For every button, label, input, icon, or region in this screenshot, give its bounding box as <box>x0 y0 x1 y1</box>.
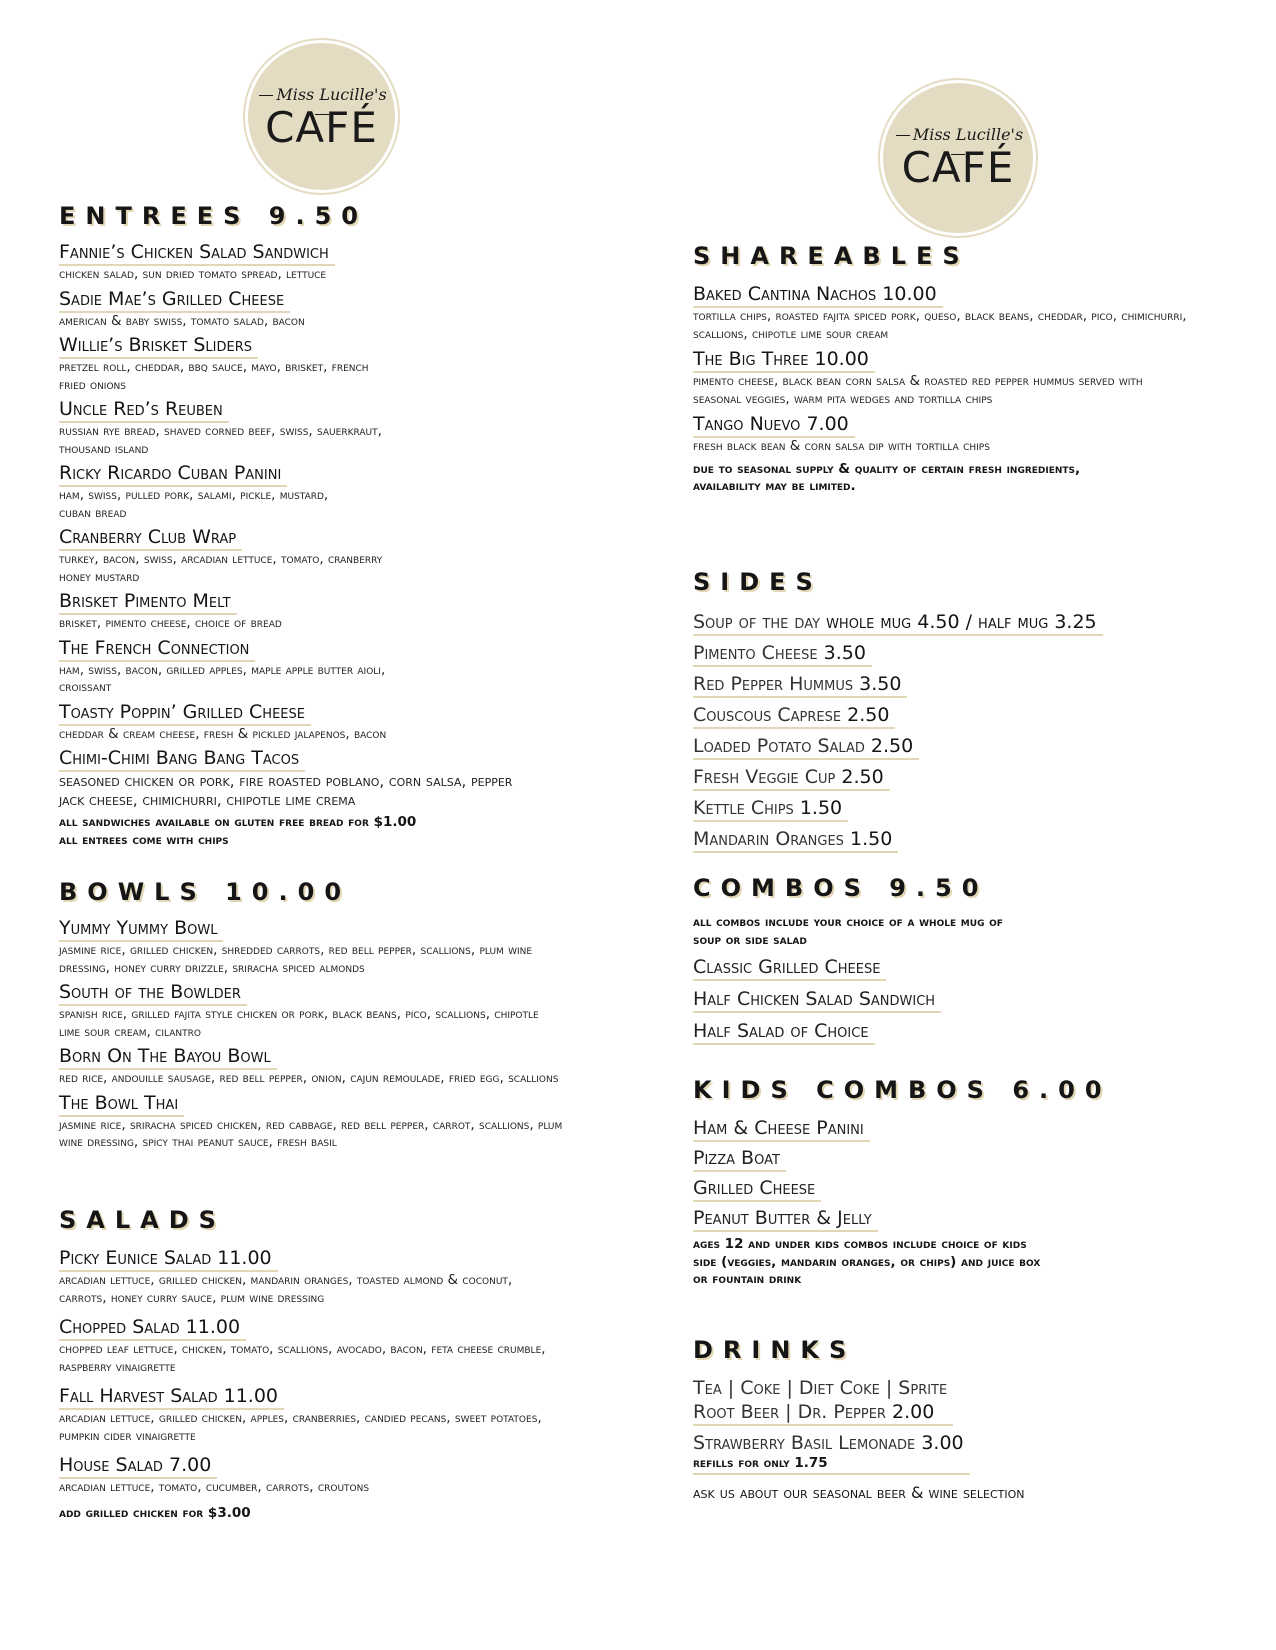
gluten-free-note: all sandwiches available on gluten free bread for $1.00 <box>59 814 417 830</box>
combo-item: Classic Grilled Cheese <box>693 955 886 981</box>
side-price: whole mug 4.50 / half mug 3.25 <box>826 611 1097 633</box>
sides-title: SIDES <box>693 568 823 596</box>
side-row <box>693 796 1233 822</box>
item-description: arcadian lettuce, grilled chicken, apples, cranberries, candied pecans, sweet potatoes, pumpkin cider vinaigrette <box>59 1410 542 1444</box>
side-row <box>693 734 1233 760</box>
side-name: Kettle Chips <box>693 797 794 819</box>
combo-item: Half Chicken Salad Sandwich <box>693 987 941 1013</box>
logo-script: Miss Lucille's <box>883 125 1033 163</box>
side-item <box>693 765 890 791</box>
side-row <box>693 672 1233 698</box>
menu-item <box>59 397 619 458</box>
item-name: The Bowl Thai <box>59 1091 184 1117</box>
item-name: Willie’s Brisket Sliders <box>59 333 258 359</box>
item-name: Baked Cantina Nachos 10.00 <box>693 282 943 308</box>
item-description: ham, swiss, bacon, grilled apples, maple apple butter aioli, croissant <box>59 661 386 695</box>
menu-item <box>59 461 619 522</box>
item-description: jasmine rice, grilled chicken, shredded carrots, red bell pepper, scallions, plum wine dressing, honey curry drizzle, sriracha spiced almonds <box>59 942 533 976</box>
bowls-title: BOWLS 10.00 <box>59 878 352 906</box>
menu-item <box>59 700 619 744</box>
item-name: The French Connection <box>59 636 255 662</box>
item-description: ham, swiss, pulled pork, salami, pickle, mustard, cuban bread <box>59 487 329 521</box>
lemonade-price: 3.00 <box>921 1432 964 1454</box>
item-name: Brisket Pimento Melt <box>59 589 237 615</box>
kids-item: Ham & Cheese Panini <box>693 1116 870 1142</box>
logo-word: CAFÉ <box>901 143 1015 192</box>
menu-item <box>59 240 619 284</box>
bowls-section <box>59 878 619 1152</box>
item-name: Picky Eunice Salad 11.00 <box>59 1246 278 1272</box>
kids-row <box>693 1116 1233 1142</box>
kids-note: ages 12 and under kids combos include choice of kids side (veggies, mandarin oranges, or chips) and juice box or fountain drink <box>693 1236 1041 1287</box>
kids-row <box>693 1146 1233 1172</box>
item-description: cheddar & cream cheese, fresh & pickled jalapenos, bacon <box>59 725 387 742</box>
side-item <box>693 796 848 822</box>
menu-item <box>59 1246 619 1307</box>
menu-item <box>59 1044 619 1088</box>
side-name: Soup of the day <box>693 611 821 633</box>
item-description: chopped leaf lettuce, chicken, tomato, scallions, avocado, bacon, feta cheese crumble, raspberry vinaigrette <box>59 1341 546 1375</box>
logo-word: CAFÉ <box>265 103 378 152</box>
side-name: Loaded Potato Salad <box>693 735 865 757</box>
item-description: fresh black bean & corn salsa dip with tortilla chips <box>693 438 990 454</box>
drinks-title: DRINKS <box>693 1336 857 1364</box>
item-name: The Big Three 10.00 <box>693 347 875 373</box>
soda-line: Tea | Coke | Diet Coke | Sprite <box>693 1377 948 1399</box>
menu-item <box>59 636 619 697</box>
item-name: Chimi-Chimi Bang Bang Tacos <box>59 746 305 772</box>
side-name: Red Pepper Hummus <box>693 673 854 695</box>
item-description: jasmine rice, sriracha spiced chicken, red cabbage, red bell pepper, carrot, scallions, plum wine dressing, spicy thai peanut sauce, fresh basil <box>59 1116 563 1150</box>
side-price: 1.50 <box>849 828 893 850</box>
lemonade-group <box>693 1431 970 1475</box>
menu-item <box>693 412 1233 456</box>
item-name: Uncle Red’s Reuben <box>59 397 229 423</box>
entrees-section <box>59 202 619 849</box>
sides-section <box>693 568 1233 853</box>
kids-row <box>693 1206 1233 1232</box>
shareables-section <box>693 242 1233 496</box>
combo-row <box>693 987 1233 1013</box>
lemonade-name: Strawberry Basil Lemonade <box>693 1432 916 1454</box>
item-name: South of the Bowlder <box>59 980 247 1006</box>
item-name: Yummy Yummy Bowl <box>59 916 223 942</box>
kids-combos-title: KIDS COMBOS 6.00 <box>693 1076 1112 1104</box>
side-item <box>693 734 919 760</box>
salads-section <box>59 1206 619 1522</box>
item-name: Fannie’s Chicken Salad Sandwich <box>59 240 335 266</box>
soda-price-line <box>693 1400 947 1424</box>
side-item <box>693 827 898 853</box>
entrees-title: ENTREES 9.50 <box>59 202 368 230</box>
side-row <box>693 610 1233 636</box>
menu-item <box>59 525 619 586</box>
drinks-section <box>693 1336 1233 1502</box>
item-name: Chopped Salad 11.00 <box>59 1315 246 1341</box>
beer-wine-note: ask us about our seasonal beer & wine selection <box>693 1482 1025 1502</box>
combos-title: COMBOS 9.50 <box>693 874 989 902</box>
side-price: 3.50 <box>859 673 902 695</box>
combos-note: all combos include your choice of a whole mug of soup or side salad <box>693 914 1003 948</box>
menu-item <box>59 746 619 810</box>
item-description: turkey, bacon, swiss, arcadian lettuce, tomato, cranberry honey mustard <box>59 551 383 585</box>
side-price: 3.50 <box>823 642 866 664</box>
item-description: tortilla chips, roasted fajita spiced pork, queso, black beans, cheddar, pico, chimichurri, scallions, chipotle lime sour cream <box>693 308 1187 342</box>
menu-item <box>59 1315 619 1376</box>
menu-item <box>59 980 619 1041</box>
item-name: House Salad 7.00 <box>59 1453 217 1479</box>
side-name: Pimento Cheese <box>693 642 818 664</box>
item-description: pretzel roll, cheddar, bbq sauce, mayo, brisket, french fried onions <box>59 359 369 393</box>
side-item <box>693 641 872 667</box>
side-row <box>693 703 1233 729</box>
menu-item <box>59 1384 619 1445</box>
cafe-logo-right <box>880 80 1036 236</box>
combo-row <box>693 955 1233 981</box>
side-item <box>693 610 1103 636</box>
refill-note: refills for only 1.75 <box>693 1455 828 1471</box>
side-item <box>693 672 907 698</box>
kids-row <box>693 1176 1233 1202</box>
item-name: Ricky Ricardo Cuban Panini <box>59 461 287 487</box>
menu-item <box>59 1453 619 1497</box>
soda-price: 2.00 <box>892 1401 935 1423</box>
item-description: chicken salad, sun dried tomato spread, lettuce <box>59 266 327 282</box>
side-price: 1.50 <box>799 797 843 819</box>
item-description: arcadian lettuce, tomato, cucumber, carrots, croutons <box>59 1479 370 1495</box>
side-name: Couscous Caprese <box>693 704 842 726</box>
item-description: pimento cheese, black bean corn salsa & roasted red pepper hummus served with seasonal veggies, warm pita wedges and tortilla chips <box>693 373 1143 407</box>
item-description: arcadian lettuce, grilled chicken, mandarin oranges, toasted almond & coconut, carrots, honey curry sauce, plum wine dressing <box>59 1272 513 1306</box>
item-name: Fall Harvest Salad 11.00 <box>59 1384 284 1410</box>
item-description: red rice, andouille sausage, red bell pepper, onion, cajun remoulade, fried egg, scallions <box>59 1070 559 1086</box>
soda-names: Root Beer | Dr. Pepper <box>693 1401 886 1423</box>
side-item <box>693 703 895 729</box>
logo-script: Miss Lucille's <box>248 85 395 123</box>
menu-item <box>59 589 619 633</box>
add-chicken-note: add grilled chicken for $3.00 <box>59 1504 251 1521</box>
salads-title: SALADS <box>59 1206 226 1234</box>
item-description: seasoned chicken or pork, fire roasted poblano, corn salsa, pepper jack cheese, chimichurri, chipotle lime crema <box>59 772 513 809</box>
item-description: russian rye bread, shaved corned beef, swiss, sauerkraut, thousand island <box>59 423 382 457</box>
menu-item <box>59 333 619 394</box>
side-name: Mandarin Oranges <box>693 828 844 850</box>
side-row <box>693 827 1233 853</box>
side-price: 2.50 <box>870 735 914 757</box>
menu-item <box>693 347 1233 408</box>
item-name: Sadie Mae’s Grilled Cheese <box>59 287 290 313</box>
side-row <box>693 765 1233 791</box>
menu-item <box>59 916 619 977</box>
availability-note: due to seasonal supply & quality of certain fresh ingredients, availability may be limited. <box>693 460 1081 494</box>
kids-item: Pizza Boat <box>693 1146 786 1172</box>
item-description: american & baby swiss, tomato salad, bacon <box>59 312 305 329</box>
shareables-title: SHAREABLES <box>693 242 970 270</box>
side-row <box>693 641 1233 667</box>
side-price: 2.50 <box>847 704 890 726</box>
item-name: Tango Nuevo 7.00 <box>693 412 855 438</box>
combo-item: Half Salad of Choice <box>693 1019 875 1045</box>
item-name: Toasty Poppin’ Grilled Cheese <box>59 700 311 726</box>
item-description: spanish rice, grilled fajita style chicken or pork, black beans, pico, scallions, chipotle lime sour cream, cilantro <box>59 1006 539 1040</box>
combos-section <box>693 874 1233 1045</box>
soda-group <box>693 1376 953 1426</box>
kids-combos-section <box>693 1076 1233 1289</box>
side-name: Fresh Veggie Cup <box>693 766 836 788</box>
side-price: 2.50 <box>841 766 884 788</box>
cafe-logo-left <box>245 40 398 193</box>
combo-row <box>693 1019 1233 1045</box>
menu-item <box>59 1091 619 1152</box>
item-description: brisket, pimento cheese, choice of bread <box>59 615 282 631</box>
chips-note: all entrees come with chips <box>59 831 229 848</box>
menu-item <box>693 282 1233 343</box>
menu-item <box>59 287 619 331</box>
kids-item: Grilled Cheese <box>693 1176 821 1202</box>
item-name: Born On The Bayou Bowl <box>59 1044 277 1070</box>
item-name: Cranberry Club Wrap <box>59 525 242 551</box>
kids-item: Peanut Butter & Jelly <box>693 1206 878 1232</box>
lemonade-line <box>693 1431 964 1455</box>
